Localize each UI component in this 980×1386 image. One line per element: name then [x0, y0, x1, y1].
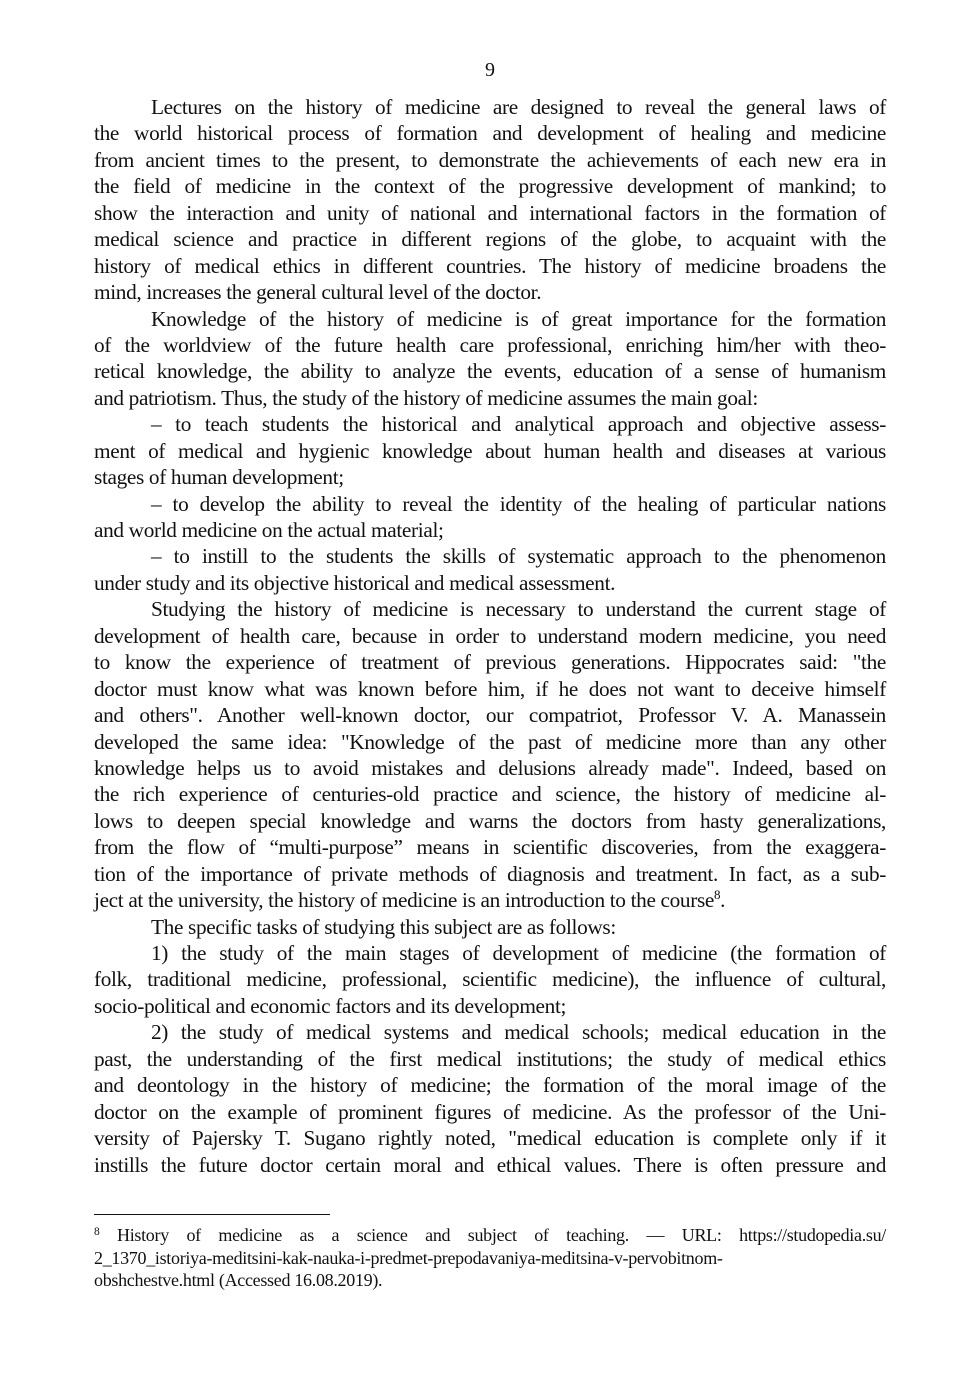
footnote-line: [94, 1224, 886, 1247]
footnote-separator: [94, 1214, 330, 1215]
text-line: – to instill to the students the skills of systematic approach to the phenomenon: [151, 544, 886, 569]
text-line: doctor on the example of prominent figures of medicine. As the professor of the Uni-: [94, 1099, 886, 1124]
text-line: 1) the study of the main stages of development of medicine (the formation of: [151, 941, 886, 965]
text-line: and patriotism. Thus, the study of the history of medicine assumes the main goal:: [94, 385, 758, 410]
text-line: past, the understanding of the first medical institutions; the study of medical ethics: [94, 1046, 886, 1071]
text-line: – to develop the ability to reveal the identity of the healing of particular nations: [151, 491, 886, 516]
text-line: developed the same idea: "Knowledge of the past of medicine more than any other: [94, 729, 886, 754]
text-line: lows to deepen special knowledge and warns the doctors from hasty generalizations,: [94, 808, 886, 833]
text-line: the world historical process of formation and development of healing and medicine: [94, 121, 886, 146]
text-line: – to teach students the historical and analytical approach and objective assess-: [151, 412, 886, 437]
paragraph: [94, 596, 886, 913]
paragraph: [94, 94, 886, 306]
text-line: development of health care, because in order to understand modern medicine, you need: [94, 623, 886, 648]
footnote-reference[interactable]: 8: [714, 887, 721, 903]
text-line: folk, traditional medicine, professional, scientific medicine), the influence of cultural,: [94, 967, 886, 992]
text-line: 2) the study of medical systems and medical schools; medical education in the: [151, 1020, 886, 1045]
text-line: [94, 887, 886, 913]
text-line: of the worldview of the future health care professional, enriching him/her with theo-: [94, 332, 886, 357]
text-line: doctor must know what was known before him, if he does not want to deceive himself: [94, 676, 886, 701]
text-line: The specific tasks of studying this subject are as follows:: [151, 914, 616, 939]
text-line: the field of medicine in the context of the progressive development of mankind; to: [94, 174, 886, 199]
text-line: tion of the importance of private methods of diagnosis and treatment. In fact, as a sub-: [94, 861, 886, 886]
text-line: ment of medical and hygienic knowledge about human health and diseases at various: [94, 438, 886, 463]
text-line: and deontology in the history of medicine; the formation of the moral image of the: [94, 1073, 886, 1098]
text-line: under study and its objective historical and medical assessment.: [94, 570, 616, 595]
text-line: from the flow of “multi-purpose” means in scientific discoveries, from the exaggera-: [94, 835, 886, 860]
list-item: [94, 411, 886, 490]
footnote-line: 2_1370_istoriya-meditsini-kak-nauka-i-predmet-prepodavaniya-meditsina-v-pervobitnom-: [94, 1247, 723, 1268]
end-punctuation: .: [720, 888, 726, 913]
list-item: [94, 940, 886, 1019]
text-line-content: ject at the university, the history of medicine is an introduction to the course: [94, 888, 715, 913]
text-line: the rich experience of centuries-old practice and science, the history of medicine al-: [94, 782, 886, 807]
text-line: show the interaction and unity of national and international factors in the formation of: [94, 200, 886, 225]
text-line: and others". Another well-known doctor, our compatriot, Professor V. A. Manassein: [94, 703, 886, 728]
list-item: [94, 1019, 886, 1178]
text-line: mind, increases the general cultural level of the doctor.: [94, 280, 542, 305]
text-line: socio-political and economic factors and its development;: [94, 993, 567, 1018]
text-line: versity of Pajersky T. Sugano rightly noted, "medical education is complete only if it: [94, 1126, 886, 1151]
text-line: from ancient times to the present, to demonstrate the achievements of each new era in: [94, 147, 886, 172]
page-number: 9: [485, 59, 495, 81]
paragraph: [94, 914, 886, 940]
text-line: medical science and practice in different regions of the globe, to acquaint with the: [94, 227, 886, 252]
text-line: to know the experience of treatment of previous generations. Hippocrates said: "the: [94, 650, 886, 675]
text-line: knowledge helps us to avoid mistakes and delusions already made". Indeed, based on: [94, 755, 886, 780]
text-line: retical knowledge, the ability to analyze the events, education of a sense of humanism: [94, 359, 886, 384]
text-line: and world medicine on the actual material;: [94, 518, 444, 542]
list-item: [94, 491, 886, 544]
footnote-text: History of medicine as a science and subject of teaching. — URL: https://studopedia.su/: [99, 1225, 886, 1245]
text-line: instills the future doctor certain moral and ethical values. There is often pressure and: [94, 1152, 886, 1177]
footnote-line: obshchestve.html (Accessed 16.08.2019).: [94, 1270, 383, 1290]
text-line: Lectures on the history of medicine are designed to reveal the general laws of: [151, 95, 886, 119]
text-line: stages of human development;: [94, 465, 344, 490]
list-item: [94, 543, 886, 596]
footnote-number: 8: [94, 1226, 100, 1238]
text-line: Knowledge of the history of medicine is of great importance for the formation: [151, 306, 886, 331]
text-line: history of medical ethics in different countries. The history of medicine broadens the: [94, 253, 886, 278]
footnote: [94, 1224, 886, 1292]
body-text: [94, 94, 886, 1178]
paragraph: [94, 306, 886, 412]
text-line: Studying the history of medicine is necessary to understand the current stage of: [151, 597, 886, 622]
